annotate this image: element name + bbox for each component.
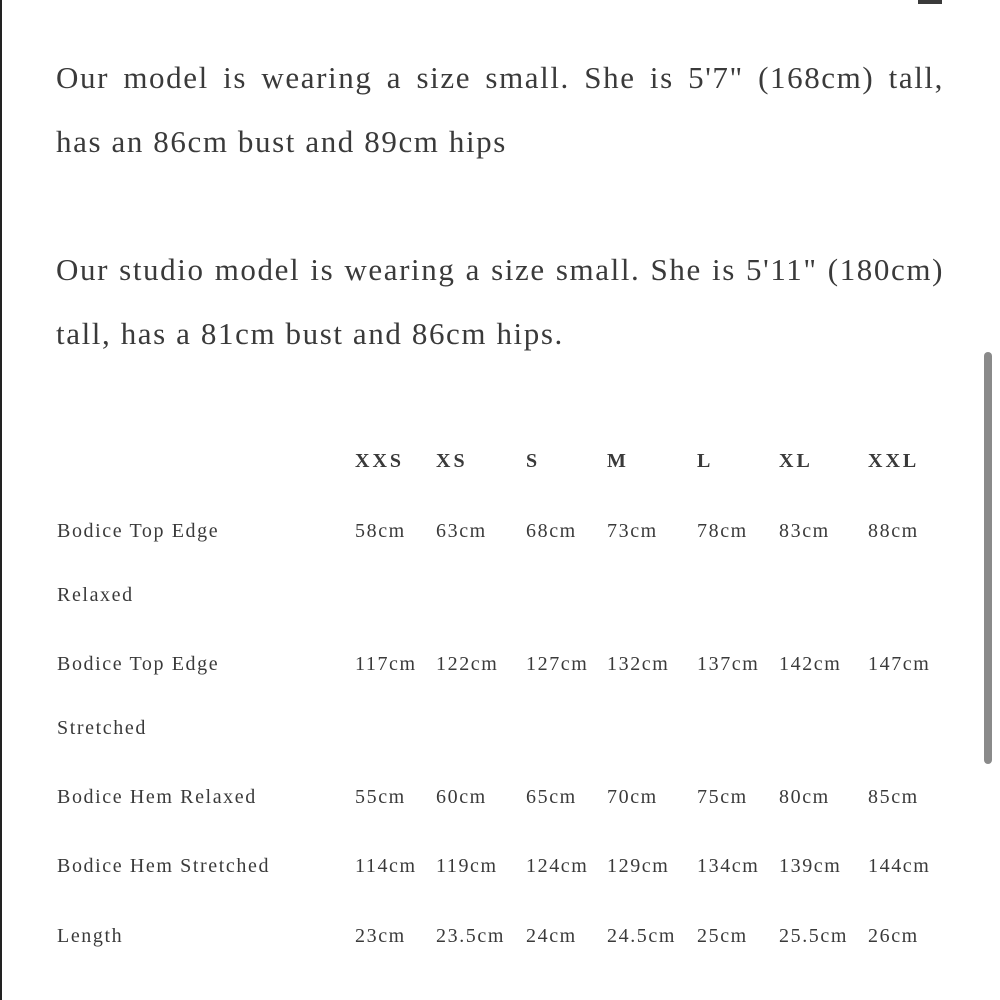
table-cell: 23cm <box>355 925 406 947</box>
row-label: Bodice Top Edge <box>57 653 220 675</box>
row-label: Length <box>57 925 124 947</box>
table-cell: 23.5cm <box>436 925 506 947</box>
size-header-xxl: XXL <box>868 450 920 472</box>
table-cell: 26cm <box>868 925 919 947</box>
table-cell: 127cm <box>526 653 589 675</box>
table-cell: 65cm <box>526 786 577 808</box>
table-cell: 78cm <box>697 520 748 542</box>
row-label: Bodice Top Edge <box>57 520 220 542</box>
table-cell: 85cm <box>868 786 919 808</box>
table-cell: 114cm <box>355 855 417 877</box>
row-label-continued: Stretched <box>57 717 147 739</box>
table-cell: 124cm <box>526 855 589 877</box>
size-header-xs: XS <box>436 450 468 472</box>
table-cell: 119cm <box>436 855 498 877</box>
table-cell: 25cm <box>697 925 748 947</box>
table-cell: 80cm <box>779 786 830 808</box>
table-cell: 68cm <box>526 520 577 542</box>
table-cell: 58cm <box>355 520 406 542</box>
table-cell: 139cm <box>779 855 842 877</box>
table-cell: 63cm <box>436 520 487 542</box>
row-label: Bodice Hem Relaxed <box>57 786 257 808</box>
row-label-continued: Relaxed <box>57 584 134 606</box>
table-cell: 137cm <box>697 653 760 675</box>
size-header-l: L <box>697 450 714 472</box>
table-cell: 24cm <box>526 925 577 947</box>
table-cell: 132cm <box>607 653 670 675</box>
model-description: Our model is wearing a size small. She is 5'7" (168cm) tall, has an 86cm bust and 89cm hips <box>56 60 944 159</box>
table-cell: 73cm <box>607 520 658 542</box>
table-cell: 144cm <box>868 855 931 877</box>
size-header-s: S <box>526 450 541 472</box>
table-cell: 24.5cm <box>607 925 677 947</box>
table-cell: 142cm <box>779 653 842 675</box>
size-header-m: M <box>607 450 629 472</box>
table-cell: 83cm <box>779 520 830 542</box>
table-cell: 88cm <box>868 520 919 542</box>
table-cell: 60cm <box>436 786 487 808</box>
table-cell: 122cm <box>436 653 499 675</box>
table-cell: 129cm <box>607 855 670 877</box>
table-cell: 70cm <box>607 786 658 808</box>
table-cell: 25.5cm <box>779 925 849 947</box>
size-header-xxs: XXS <box>355 450 405 472</box>
table-cell: 55cm <box>355 786 406 808</box>
size-header-xl: XL <box>779 450 813 472</box>
table-cell: 147cm <box>868 653 931 675</box>
scrollbar-thumb[interactable] <box>984 352 992 764</box>
table-cell: 117cm <box>355 653 417 675</box>
row-label: Bodice Hem Stretched <box>57 855 271 877</box>
studio-model-description: Our studio model is wearing a size small. She is 5'11" (180cm) tall, has a 81cm bust and 86cm hips. <box>56 252 944 351</box>
table-cell: 75cm <box>697 786 748 808</box>
table-cell: 134cm <box>697 855 760 877</box>
